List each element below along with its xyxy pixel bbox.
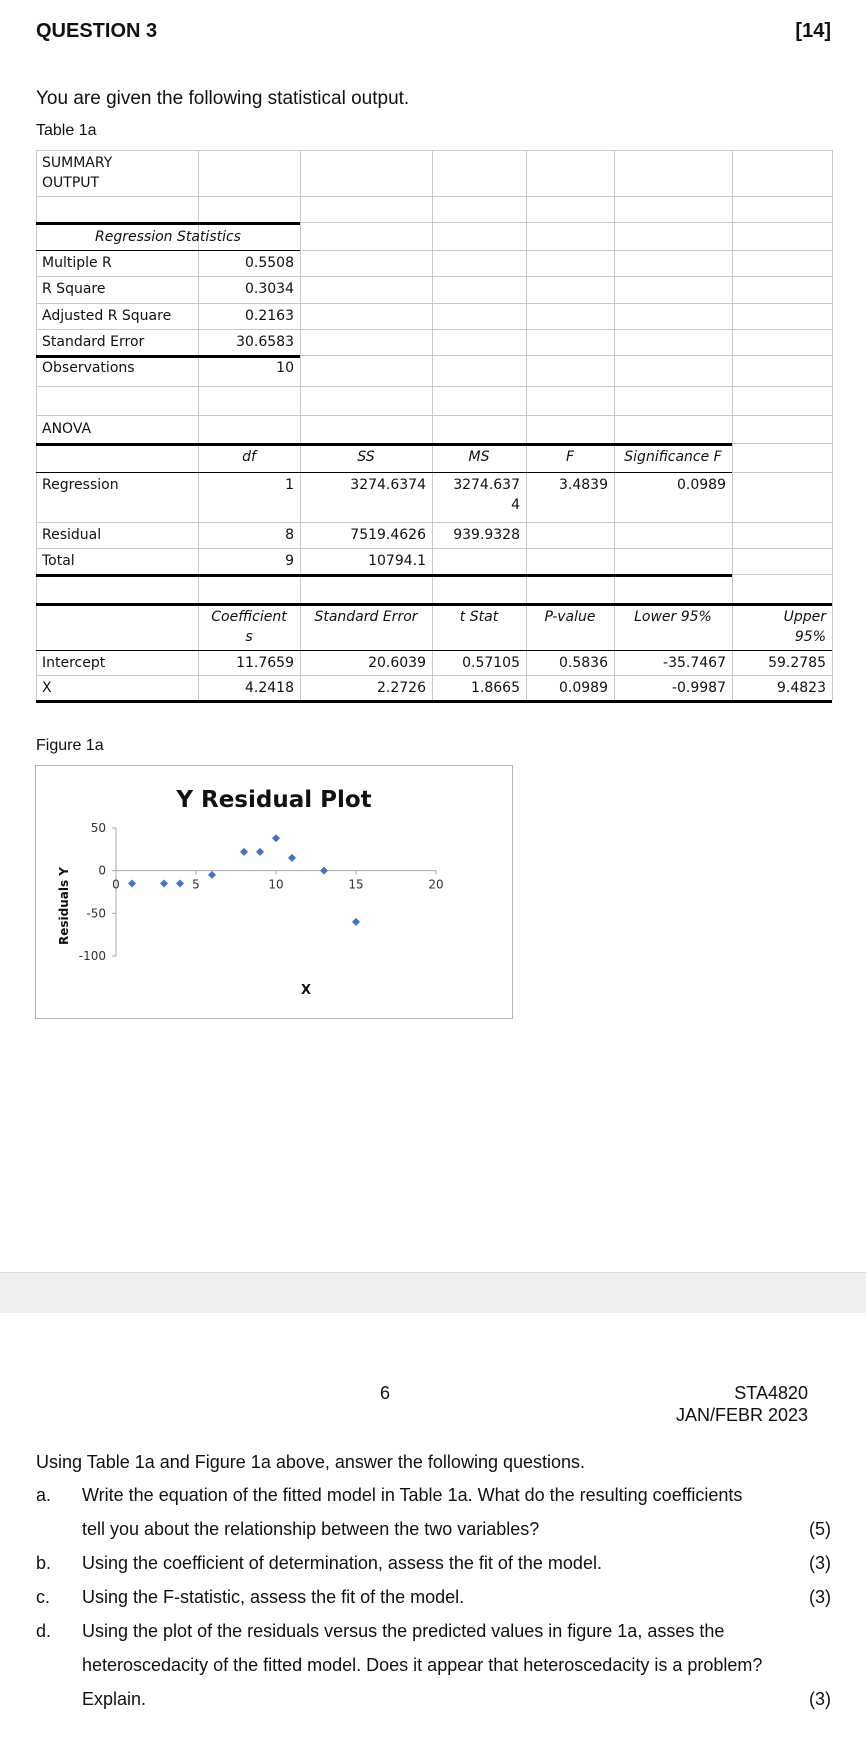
stat-value: 0.5508 bbox=[245, 255, 294, 271]
stat-label: Standard Error bbox=[42, 334, 145, 350]
anova-f: 3.4839 bbox=[559, 477, 608, 493]
anova-header-ms: MS bbox=[468, 449, 490, 465]
coef-upper: 9.4823 bbox=[777, 680, 826, 696]
coef-t: 1.8665 bbox=[471, 680, 520, 696]
data-point bbox=[208, 871, 216, 879]
anova-heading: ANOVA bbox=[42, 421, 92, 437]
y-tick-label: -100 bbox=[78, 949, 106, 963]
table-label: Table 1a bbox=[36, 122, 97, 139]
anova-ms-wrap: 4 bbox=[511, 497, 520, 513]
anova-sigf: 0.0989 bbox=[677, 477, 726, 493]
coef-header-upper-wrap: 95% bbox=[794, 629, 826, 645]
y-tick-label: -50 bbox=[86, 906, 106, 921]
summary-line1: SUMMARY bbox=[42, 155, 113, 171]
coef-p: 0.0989 bbox=[559, 680, 608, 696]
x-tick-label: 20 bbox=[428, 877, 444, 892]
x-tick-label: 10 bbox=[268, 877, 284, 892]
question-marks: (3) bbox=[809, 1689, 831, 1709]
question-letter: c. bbox=[36, 1587, 51, 1607]
anova-row-label: Total bbox=[42, 553, 75, 569]
stat-value: 0.2163 bbox=[245, 308, 294, 324]
chart-title: Y Residual Plot bbox=[176, 787, 372, 813]
residual-plot-svg bbox=[36, 766, 512, 1018]
y-tick-label: 50 bbox=[90, 821, 106, 835]
anova-ms: 939.9328 bbox=[453, 527, 520, 543]
coef-header-se: Standard Error bbox=[314, 609, 418, 625]
anova-ss: 3274.6374 bbox=[350, 477, 426, 493]
coef-lower: -0.9987 bbox=[671, 680, 726, 696]
y-tick-label: 0 bbox=[98, 863, 106, 878]
anova-row-label: Residual bbox=[42, 527, 102, 543]
x-tick-label: 0 bbox=[112, 877, 120, 892]
chart-ylabel: Residuals Y bbox=[57, 867, 71, 945]
coef-value: 11.7659 bbox=[236, 655, 294, 671]
course-code: STA4820 bbox=[734, 1383, 808, 1403]
coef-header-t: t Stat bbox=[459, 609, 499, 625]
data-point bbox=[176, 879, 184, 887]
data-point bbox=[128, 879, 136, 887]
question-d-line2: heteroscedacity of the fitted model. Does it appear that heteroscedacity is a problem? bbox=[82, 1655, 763, 1675]
x-tick-label: 5 bbox=[192, 877, 200, 892]
x-tick-label: 15 bbox=[348, 877, 364, 892]
question-a-line2: tell you about the relationship between the two variables? bbox=[82, 1519, 540, 1539]
coef-header-p: P-value bbox=[544, 609, 596, 625]
summary-output-table bbox=[36, 150, 832, 700]
anova-ms: 3274.637 bbox=[453, 477, 520, 493]
data-point bbox=[352, 918, 360, 926]
question-marks: (3) bbox=[809, 1553, 831, 1573]
regression-statistics-heading: Regression Statistics bbox=[95, 229, 241, 245]
stat-value: 0.3034 bbox=[245, 281, 294, 297]
data-point bbox=[288, 854, 296, 862]
questions-intro: Using Table 1a and Figure 1a above, answer the following questions. bbox=[36, 1452, 586, 1472]
coef-se: 2.2726 bbox=[377, 680, 426, 696]
data-point bbox=[272, 834, 280, 842]
anova-df: 9 bbox=[285, 553, 294, 569]
anova-row-label: Regression bbox=[42, 477, 119, 493]
anova-ss: 10794.1 bbox=[368, 553, 426, 569]
stat-label: R Square bbox=[42, 281, 106, 297]
question-marks: (5) bbox=[809, 1519, 831, 1539]
question-a-line1: Write the equation of the fitted model in Table 1a. What do the resulting coefficients bbox=[82, 1485, 743, 1505]
coef-se: 20.6039 bbox=[368, 655, 426, 671]
anova-df: 1 bbox=[285, 477, 294, 493]
question-c-text: Using the F-statistic, assess the fit of the model. bbox=[82, 1587, 465, 1607]
anova-header-df: df bbox=[242, 449, 256, 465]
anova-header-f: F bbox=[565, 449, 575, 465]
question-marks: (3) bbox=[809, 1587, 831, 1607]
coef-header-coefficient-wrap: s bbox=[245, 629, 253, 645]
summary-line2: OUTPUT bbox=[42, 175, 100, 191]
exam-date: JAN/FEBR 2023 bbox=[675, 1405, 808, 1425]
coef-row-label: X bbox=[42, 680, 52, 696]
intro-text: You are given the following statistical output. bbox=[36, 88, 410, 109]
coef-row-label: Intercept bbox=[42, 655, 106, 671]
page-number: 6 bbox=[380, 1383, 391, 1403]
data-point bbox=[160, 879, 168, 887]
coef-p: 0.5836 bbox=[559, 655, 608, 671]
coef-header-coefficient: Coefficient bbox=[211, 609, 287, 625]
question-b-text: Using the coefficient of determination, assess the fit of the model. bbox=[82, 1553, 602, 1573]
data-point bbox=[240, 848, 248, 856]
anova-ss: 7519.4626 bbox=[350, 527, 426, 543]
question-d-line1: Using the plot of the residuals versus the predicted values in figure 1a, asses the bbox=[82, 1621, 725, 1641]
stat-label: Observations bbox=[42, 360, 135, 376]
question-letter: a. bbox=[36, 1485, 52, 1505]
question-d-line3: Explain. bbox=[82, 1689, 147, 1709]
stat-value: 30.6583 bbox=[236, 334, 294, 350]
coef-t: 0.57105 bbox=[462, 655, 520, 671]
data-point bbox=[320, 867, 328, 875]
anova-header-sigf: Significance F bbox=[624, 449, 722, 465]
question-letter: d. bbox=[36, 1621, 52, 1641]
stat-value: 10 bbox=[276, 360, 294, 376]
coef-lower: -35.7467 bbox=[663, 655, 726, 671]
chart-xlabel: X bbox=[300, 983, 312, 998]
data-point bbox=[256, 848, 264, 856]
question-marks: [14] bbox=[795, 20, 831, 42]
coef-value: 4.2418 bbox=[245, 680, 294, 696]
question-title: QUESTION 3 bbox=[36, 20, 158, 42]
coef-upper: 59.2785 bbox=[768, 655, 826, 671]
coef-header-lower: Lower 95% bbox=[634, 609, 712, 625]
stat-label: Adjusted R Square bbox=[42, 308, 172, 324]
anova-header-ss: SS bbox=[357, 449, 375, 465]
stat-label: Multiple R bbox=[42, 255, 112, 271]
question-letter: b. bbox=[36, 1553, 52, 1573]
residual-plot bbox=[35, 765, 513, 1019]
figure-label: Figure 1a bbox=[36, 737, 104, 754]
anova-df: 8 bbox=[285, 527, 294, 543]
page-separator bbox=[0, 1272, 866, 1313]
coef-header-upper: Upper bbox=[783, 609, 826, 625]
